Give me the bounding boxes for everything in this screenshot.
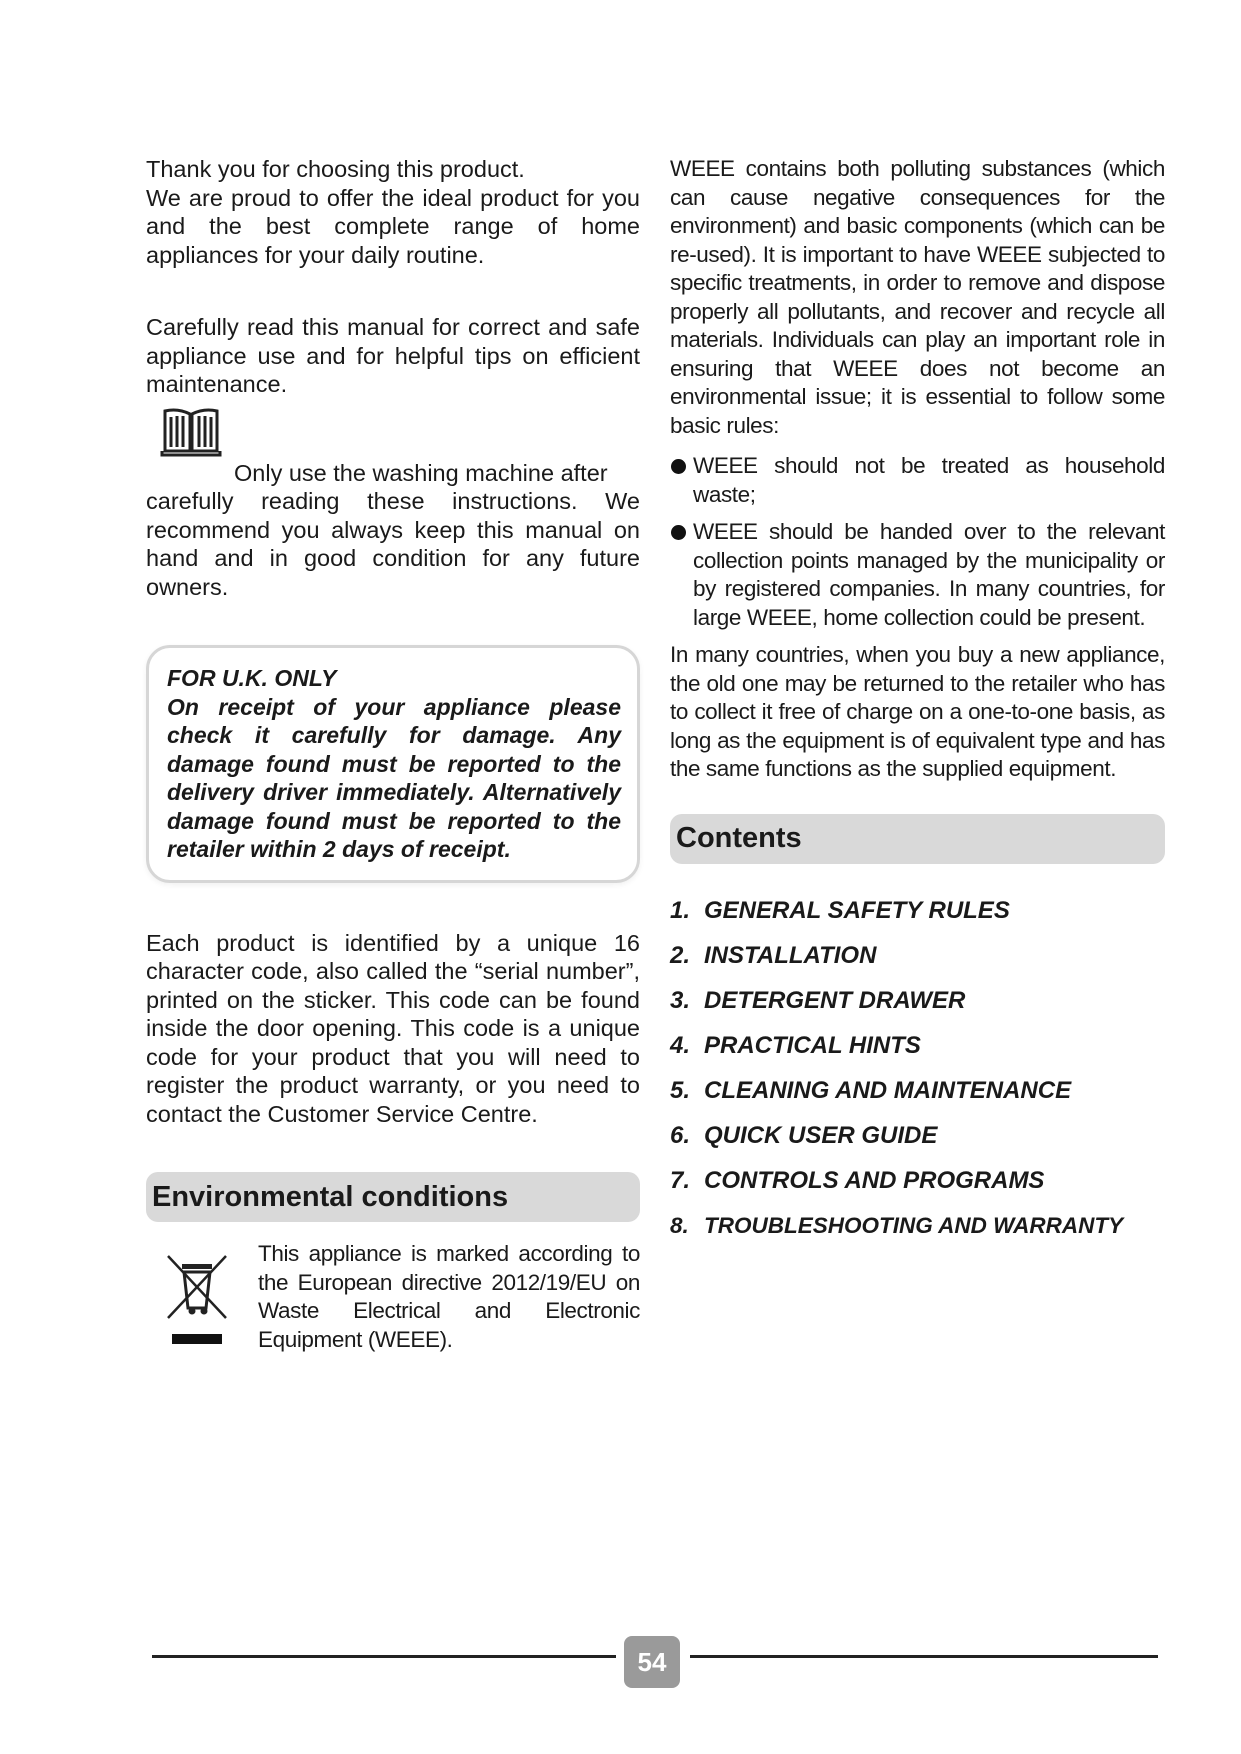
intro-paragraph: [146, 155, 640, 269]
uk-only-box: [146, 645, 640, 883]
right-column: [670, 155, 1165, 1248]
book-notice-text: [146, 459, 640, 602]
bullet-dot-icon: [671, 459, 686, 474]
uk-only-body: On receipt of your appliance please check it carefully for damage. Any damage found must be reported to the delivery driver immediately. Alternatively damage found must be reported to the retailer within 2 days of receipt.: [167, 693, 621, 862]
environmental-heading: Environmental conditions: [146, 1172, 640, 1222]
book-notice-first-line: Only use the washing machine after: [234, 459, 608, 486]
footer-rule-right: [690, 1655, 1158, 1658]
footer-rule-left: [152, 1655, 616, 1658]
read-manual-paragraph: Carefully read this manual for correct and safe appliance use and for helpful tips on efficient maintenance.: [146, 314, 640, 397]
contents-heading: Contents: [670, 814, 1165, 864]
contents-item[interactable]: 1. GENERAL SAFETY RULES: [670, 896, 1010, 924]
book-notice: [146, 399, 640, 602]
list-item: WEEE should be handed over to the relevant collection points managed by the municipality or by registered companies. In many countries, for large WEEE, home collection could be present.: [670, 518, 1165, 632]
contents-item[interactable]: 2. INSTALLATION: [670, 941, 877, 969]
contents-item[interactable]: 6. QUICK USER GUIDE: [670, 1121, 938, 1149]
list-item: WEEE should not be treated as household waste;: [670, 452, 1165, 509]
page-number: 54: [624, 1636, 680, 1688]
intro-line: Thank you for choosing this product.: [146, 156, 525, 182]
contents-item[interactable]: 3. DETERGENT DRAWER: [670, 986, 966, 1014]
environmental-block: [146, 1240, 640, 1354]
book-notice-rest: carefully reading these instructions. We recommend you always keep this manual on hand and in good condition for any future owners.: [146, 488, 640, 600]
contents-item[interactable]: 7. CONTROLS AND PROGRAMS: [670, 1166, 1045, 1194]
left-column: [146, 155, 640, 1354]
book-icon: [160, 405, 222, 457]
bullet-dot-icon: [671, 525, 686, 540]
contents-item[interactable]: 4. PRACTICAL HINTS: [670, 1031, 921, 1059]
environmental-text: This appliance is marked according to the European directive 2012/19/EU on Waste Electrical and Electronic Equipment (WEEE).: [258, 1241, 640, 1352]
contents-item[interactable]: 8. TROUBLESHOOTING AND WARRANTY: [670, 1212, 1124, 1238]
contents-list: [670, 888, 1165, 1248]
return-paragraph: In many countries, when you buy a new appliance, the old one may be returned to the retailer who has to collect it free of charge on a one-to-one basis, as long as the equipment is of equivalent type and has the same functions as the supplied equipment.: [670, 642, 1165, 781]
crossed-bin-icon: [166, 1252, 228, 1348]
weee-rules-list: [670, 452, 1165, 632]
serial-paragraph: Each product is identified by a unique 16 character code, also called the “serial number”, printed on the sticker. This code can be found inside the door opening. This code is a unique code for your product that you will need to register the product warranty, or you need to contact the Customer Service Centre.: [146, 929, 640, 1127]
weee-paragraph: WEEE contains both polluting substances (which can cause negative consequences for the environment) and basic components (which can be re-used). It is important to have WEEE subjected to specific treatments, in order to remove and dispose properly all pollutants, and recover and recycle all materials. Individuals can play an important role in ensuring that WEEE does not become an environmental issue; it is essential to follow some basic rules:: [670, 156, 1165, 438]
uk-only-title: FOR U.K. ONLY: [167, 665, 337, 691]
contents-item[interactable]: 5. CLEANING AND MAINTENANCE: [670, 1076, 1072, 1104]
intro-line: We are proud to offer the ideal product for you and the best complete range of home appliances for your daily routine.: [146, 184, 640, 268]
